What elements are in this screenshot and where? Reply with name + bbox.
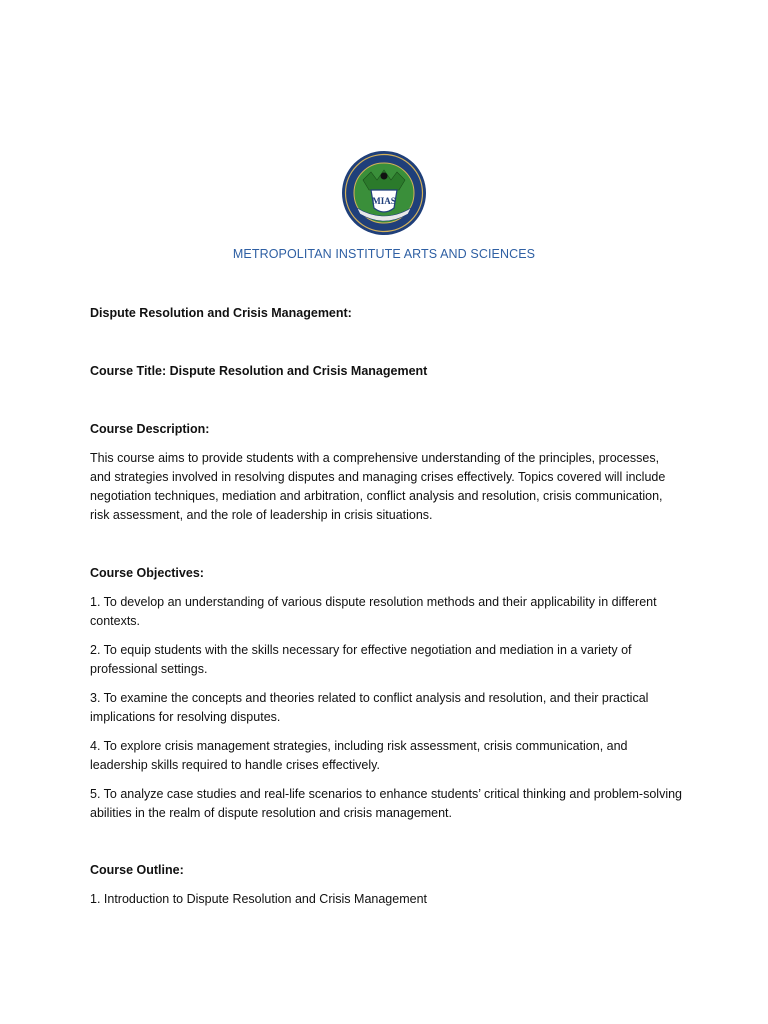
course-objectives-heading: Course Objectives: — [90, 566, 204, 580]
course-outline-heading: Course Outline: — [90, 863, 184, 877]
document-heading: Dispute Resolution and Crisis Management: — [90, 306, 352, 320]
objective-item: 5. To analyze case studies and real-life scenarios to enhance students’ critical thinking and problem-solving abilities in the realm of dispute resolution and crisis management. — [90, 787, 682, 820]
course-title: Course Title: Dispute Resolution and Crisis Management — [90, 364, 428, 378]
institute-name: METROPOLITAN INSTITUTE ARTS AND SCIENCES — [232, 247, 536, 261]
institute-seal-logo — [341, 150, 427, 236]
objective-item: 2. To equip students with the skills necessary for effective negotiation and mediation in a variety of professional settings. — [90, 643, 632, 676]
course-description-heading: Course Description: — [90, 422, 210, 436]
objective-item: 3. To examine the concepts and theories related to conflict analysis and resolution, and their practical implications for resolving disputes. — [90, 691, 649, 724]
seal-letters: MIAS — [372, 196, 396, 206]
outline-item: 1. Introduction to Dispute Resolution and Crisis Management — [90, 892, 427, 906]
objective-item: 1. To develop an understanding of various dispute resolution methods and their applicability in different contexts. — [90, 595, 657, 628]
objective-item: 4. To explore crisis management strategies, including risk assessment, crisis communication, and leadership skills required to handle crises effectively. — [90, 739, 628, 772]
course-description-paragraph: This course aims to provide students with a comprehensive understanding of the principles, processes, and strategies involved in resolving disputes and managing crises effectively. Topics covered will include negotiation techniques, mediation and arbitration, conflict analysis and resolution, crisis communication, risk assessment, and the role of leadership in crisis situations. — [90, 451, 666, 522]
